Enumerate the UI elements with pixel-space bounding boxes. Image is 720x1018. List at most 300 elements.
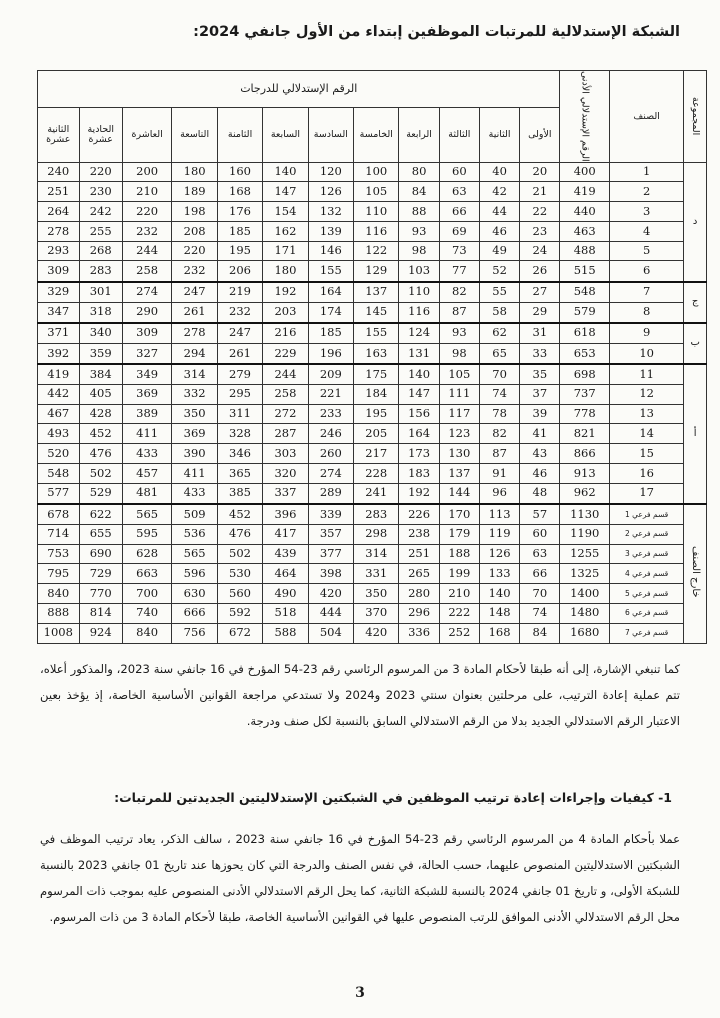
degree-value-cell: 690 — [79, 544, 122, 564]
degree-value-cell: 280 — [399, 584, 439, 604]
degree-value-cell: 96 — [479, 483, 519, 504]
category-cell: 16 — [609, 463, 683, 483]
degree-value-cell: 476 — [217, 524, 262, 544]
degree-value-cell: 265 — [399, 564, 439, 584]
degree-value-cell: 174 — [308, 302, 353, 323]
degree-value-cell: 195 — [217, 241, 262, 261]
table-row — [38, 241, 707, 261]
degree-value-cell: 170 — [439, 504, 479, 525]
degree-value-cell: 490 — [263, 584, 308, 604]
degree-value-cell: 592 — [217, 603, 262, 623]
degree-value-cell: 420 — [354, 623, 399, 643]
degree-value-cell: 70 — [479, 364, 519, 385]
degree-value-cell: 296 — [399, 603, 439, 623]
page-number: 3 — [355, 985, 365, 1001]
degree-value-cell: 398 — [308, 564, 353, 584]
degree-value-cell: 283 — [354, 504, 399, 525]
degree-value-cell: 163 — [354, 343, 399, 364]
degree-value-cell: 337 — [263, 483, 308, 504]
degree-value-cell: 672 — [217, 623, 262, 643]
degree-value-cell: 349 — [122, 364, 172, 385]
degree-value-cell: 164 — [308, 282, 353, 303]
degree-value-cell: 439 — [263, 544, 308, 564]
category-cell: 6 — [609, 261, 683, 282]
category-cell: 10 — [609, 343, 683, 364]
degree-value-cell: 220 — [79, 162, 122, 182]
degree-value-cell: 290 — [122, 302, 172, 323]
degree-value-cell: 419 — [38, 364, 80, 385]
degree-value-cell: 630 — [172, 584, 217, 604]
degree-value-cell: 530 — [217, 564, 262, 584]
degree-value-cell: 577 — [38, 483, 80, 504]
min-index-cell: 866 — [560, 444, 610, 464]
degree-value-cell: 261 — [172, 302, 217, 323]
degree-value-cell: 565 — [122, 504, 172, 525]
header-degree-11: الحادية عشرة — [79, 107, 122, 162]
degree-value-cell: 328 — [217, 424, 262, 444]
header-degrees-title: الرقم الإستدلالي للدرجات — [38, 71, 560, 108]
degree-value-cell: 87 — [439, 302, 479, 323]
degree-value-cell: 258 — [263, 384, 308, 404]
degree-value-cell: 219 — [217, 282, 262, 303]
degree-value-cell: 46 — [520, 463, 560, 483]
degree-value-cell: 340 — [79, 323, 122, 344]
degree-value-cell: 377 — [308, 544, 353, 564]
degree-value-cell: 66 — [439, 202, 479, 222]
degree-value-cell: 452 — [217, 504, 262, 525]
degree-value-cell: 58 — [479, 302, 519, 323]
degree-value-cell: 536 — [172, 524, 217, 544]
min-index-cell: 1680 — [560, 623, 610, 643]
table-row — [38, 623, 707, 643]
degree-value-cell: 628 — [122, 544, 172, 564]
category-cell: قسم فرعي 7 — [609, 623, 683, 643]
degree-value-cell: 74 — [520, 603, 560, 623]
degree-value-cell: 655 — [79, 524, 122, 544]
degree-value-cell: 137 — [354, 282, 399, 303]
degree-value-cell: 221 — [308, 384, 353, 404]
degree-value-cell: 176 — [217, 202, 262, 222]
category-cell: قسم فرعي 5 — [609, 584, 683, 604]
degree-value-cell: 105 — [439, 364, 479, 385]
degree-value-cell: 180 — [172, 162, 217, 182]
degree-value-cell: 137 — [439, 463, 479, 483]
degree-value-cell: 504 — [308, 623, 353, 643]
degree-value-cell: 105 — [354, 182, 399, 202]
degree-value-cell: 274 — [308, 463, 353, 483]
degree-value-cell: 49 — [479, 241, 519, 261]
degree-value-cell: 283 — [79, 261, 122, 282]
min-index-cell: 440 — [560, 202, 610, 222]
degree-value-cell: 132 — [308, 202, 353, 222]
degree-value-cell: 509 — [172, 504, 217, 525]
header-degree-6: السادسة — [308, 107, 353, 162]
min-index-cell: 419 — [560, 182, 610, 202]
table-row — [38, 202, 707, 222]
degree-value-cell: 220 — [172, 241, 217, 261]
header-degree-2: الثانية — [479, 107, 519, 162]
degree-value-cell: 63 — [520, 544, 560, 564]
degree-value-cell: 122 — [354, 241, 399, 261]
degree-value-cell: 385 — [217, 483, 262, 504]
degree-value-cell: 251 — [399, 544, 439, 564]
degree-value-cell: 210 — [439, 584, 479, 604]
degree-value-cell: 20 — [520, 162, 560, 182]
degree-value-cell: 175 — [354, 364, 399, 385]
degree-value-cell: 29 — [520, 302, 560, 323]
degree-value-cell: 110 — [399, 282, 439, 303]
degree-value-cell: 359 — [79, 343, 122, 364]
degree-value-cell: 208 — [172, 221, 217, 241]
degree-value-cell: 357 — [308, 524, 353, 544]
degree-value-cell: 331 — [354, 564, 399, 584]
degree-value-cell: 183 — [399, 463, 439, 483]
degree-value-cell: 529 — [79, 483, 122, 504]
degree-value-cell: 700 — [122, 584, 172, 604]
degree-value-cell: 753 — [38, 544, 80, 564]
degree-value-cell: 232 — [217, 302, 262, 323]
degree-value-cell: 260 — [308, 444, 353, 464]
degree-value-cell: 840 — [38, 584, 80, 604]
header-min-index: الرقم الإستدلالي الأدنى — [560, 71, 610, 163]
category-cell: 4 — [609, 221, 683, 241]
degree-value-cell: 116 — [354, 221, 399, 241]
degree-value-cell: 40 — [479, 162, 519, 182]
category-cell: 1 — [609, 162, 683, 182]
degree-value-cell: 140 — [479, 584, 519, 604]
degree-value-cell: 189 — [172, 182, 217, 202]
degree-value-cell: 481 — [122, 483, 172, 504]
category-cell: قسم فرعي 1 — [609, 504, 683, 525]
degree-value-cell: 457 — [122, 463, 172, 483]
degree-value-cell: 91 — [479, 463, 519, 483]
degree-value-cell: 173 — [399, 444, 439, 464]
degree-value-cell: 595 — [122, 524, 172, 544]
degree-value-cell: 247 — [217, 323, 262, 344]
degree-value-cell: 411 — [122, 424, 172, 444]
degree-value-cell: 146 — [308, 241, 353, 261]
min-index-cell: 1255 — [560, 544, 610, 564]
degree-value-cell: 258 — [122, 261, 172, 282]
degree-value-cell: 82 — [439, 282, 479, 303]
degree-value-cell: 44 — [479, 202, 519, 222]
degree-value-cell: 199 — [439, 564, 479, 584]
degree-value-cell: 42 — [479, 182, 519, 202]
degree-value-cell: 433 — [172, 483, 217, 504]
min-index-cell: 1190 — [560, 524, 610, 544]
degree-value-cell: 155 — [354, 323, 399, 344]
degree-value-cell: 70 — [520, 584, 560, 604]
degree-value-cell: 663 — [122, 564, 172, 584]
degree-value-cell: 43 — [520, 444, 560, 464]
degree-value-cell: 433 — [122, 444, 172, 464]
degree-value-cell: 287 — [263, 424, 308, 444]
table-row — [38, 182, 707, 202]
degree-value-cell: 120 — [308, 162, 353, 182]
degree-value-cell: 198 — [172, 202, 217, 222]
degree-value-cell: 124 — [399, 323, 439, 344]
degree-value-cell: 560 — [217, 584, 262, 604]
degree-value-cell: 350 — [172, 404, 217, 424]
group-label — [684, 162, 707, 281]
degree-value-cell: 168 — [217, 182, 262, 202]
degree-value-cell: 116 — [399, 302, 439, 323]
degree-value-cell: 370 — [354, 603, 399, 623]
group-label — [684, 364, 707, 504]
table-row — [38, 162, 707, 182]
degree-value-cell: 226 — [399, 504, 439, 525]
degree-value-cell: 295 — [217, 384, 262, 404]
degree-value-cell: 126 — [308, 182, 353, 202]
header-degree-3: الثالثة — [439, 107, 479, 162]
degree-value-cell: 251 — [38, 182, 80, 202]
degree-value-cell: 232 — [122, 221, 172, 241]
table-row — [38, 323, 707, 344]
degree-value-cell: 396 — [263, 504, 308, 525]
group-label-text: خارج الصنف — [690, 546, 702, 598]
degree-value-cell: 192 — [263, 282, 308, 303]
degree-value-cell: 113 — [479, 504, 519, 525]
degree-value-cell: 252 — [439, 623, 479, 643]
degree-value-cell: 240 — [38, 162, 80, 182]
degree-value-cell: 52 — [479, 261, 519, 282]
category-cell: قسم فرعي 3 — [609, 544, 683, 564]
degree-value-cell: 129 — [354, 261, 399, 282]
degree-value-cell: 168 — [479, 623, 519, 643]
degree-value-cell: 220 — [122, 202, 172, 222]
degree-value-cell: 365 — [217, 463, 262, 483]
min-index-cell: 962 — [560, 483, 610, 504]
degree-value-cell: 37 — [520, 384, 560, 404]
degree-value-cell: 48 — [520, 483, 560, 504]
degree-value-cell: 405 — [79, 384, 122, 404]
degree-value-cell: 46 — [479, 221, 519, 241]
category-cell: 7 — [609, 282, 683, 303]
group-label-text: ب — [690, 337, 700, 349]
degree-value-cell: 244 — [122, 241, 172, 261]
degree-value-cell: 78 — [479, 404, 519, 424]
degree-value-cell: 188 — [439, 544, 479, 564]
degree-value-cell: 98 — [439, 343, 479, 364]
min-index-cell: 1325 — [560, 564, 610, 584]
category-cell: 11 — [609, 364, 683, 385]
degree-value-cell: 327 — [122, 343, 172, 364]
degree-value-cell: 303 — [263, 444, 308, 464]
category-cell: 12 — [609, 384, 683, 404]
degree-value-cell: 27 — [520, 282, 560, 303]
degree-value-cell: 100 — [354, 162, 399, 182]
table-row — [38, 524, 707, 544]
degree-value-cell: 622 — [79, 504, 122, 525]
degree-value-cell: 206 — [217, 261, 262, 282]
degree-value-cell: 740 — [122, 603, 172, 623]
degree-value-cell: 320 — [263, 463, 308, 483]
degree-value-cell: 55 — [479, 282, 519, 303]
degree-value-cell: 347 — [38, 302, 80, 323]
degree-value-cell: 93 — [399, 221, 439, 241]
degree-value-cell: 444 — [308, 603, 353, 623]
degree-value-cell: 23 — [520, 221, 560, 241]
degree-value-cell: 110 — [354, 202, 399, 222]
degree-value-cell: 384 — [79, 364, 122, 385]
paragraph-staged-reclassification — [40, 656, 680, 734]
header-category: الصنف — [609, 71, 683, 163]
degree-value-cell: 336 — [399, 623, 439, 643]
degree-value-cell: 60 — [520, 524, 560, 544]
degree-value-cell: 24 — [520, 241, 560, 261]
degree-value-cell: 21 — [520, 182, 560, 202]
paragraph-1-text: كما تنبغي الإشارة، إلى أنه طبقا لأحكام المادة 3 من المرسوم الرئاسي رقم 23-54 المؤرخ في 16 جانفي سنة 2023، والمذكور أعلاه، تتم عملية إعادة الترتيب، على مرحلتين بعنوان سنتي 2023 و2024 ولا تستدعي مراجعة القوانين الأساسية الخاصة، إذ يؤخذ بعين الاعتبار الرقم الاستدلالي الجديد بدلا من الرقم الاستدلالي السابق بالنسبة لكل صنف ودرجة. — [40, 662, 681, 728]
degree-value-cell: 246 — [308, 424, 353, 444]
table-row — [38, 404, 707, 424]
min-index-cell: 653 — [560, 343, 610, 364]
degree-value-cell: 184 — [354, 384, 399, 404]
degree-value-cell: 272 — [263, 404, 308, 424]
degree-value-cell: 493 — [38, 424, 80, 444]
degree-value-cell: 417 — [263, 524, 308, 544]
degree-value-cell: 103 — [399, 261, 439, 282]
degree-value-cell: 729 — [79, 564, 122, 584]
table-row — [38, 483, 707, 504]
min-index-cell: 463 — [560, 221, 610, 241]
degree-value-cell: 148 — [479, 603, 519, 623]
degree-value-cell: 467 — [38, 404, 80, 424]
degree-value-cell: 164 — [399, 424, 439, 444]
degree-value-cell: 420 — [308, 584, 353, 604]
degree-value-cell: 82 — [479, 424, 519, 444]
paragraph-reclassification-procedure — [40, 826, 680, 930]
table-row — [38, 584, 707, 604]
degree-value-cell: 278 — [172, 323, 217, 344]
group-label-text: ج — [691, 296, 699, 308]
min-index-cell: 1480 — [560, 603, 610, 623]
table-row — [38, 261, 707, 282]
degree-value-cell: 131 — [399, 343, 439, 364]
degree-value-cell: 60 — [439, 162, 479, 182]
group-label — [684, 323, 707, 364]
degree-value-cell: 392 — [38, 343, 80, 364]
degree-value-cell: 26 — [520, 261, 560, 282]
table-row — [38, 444, 707, 464]
degree-value-cell: 255 — [79, 221, 122, 241]
min-index-cell: 515 — [560, 261, 610, 282]
degree-value-cell: 144 — [439, 483, 479, 504]
degree-value-cell: 301 — [79, 282, 122, 303]
degree-value-cell: 389 — [122, 404, 172, 424]
degree-value-cell: 22 — [520, 202, 560, 222]
degree-value-cell: 140 — [399, 364, 439, 385]
category-cell: 3 — [609, 202, 683, 222]
header-degree-1: الأولى — [520, 107, 560, 162]
degree-value-cell: 200 — [122, 162, 172, 182]
degree-value-cell: 147 — [399, 384, 439, 404]
degree-value-cell: 241 — [354, 483, 399, 504]
degree-value-cell: 84 — [520, 623, 560, 643]
degree-value-cell: 442 — [38, 384, 80, 404]
group-label — [684, 282, 707, 323]
degree-value-cell: 264 — [38, 202, 80, 222]
degree-value-cell: 795 — [38, 564, 80, 584]
degree-value-cell: 332 — [172, 384, 217, 404]
degree-value-cell: 309 — [122, 323, 172, 344]
degree-value-cell: 350 — [354, 584, 399, 604]
category-cell: قسم فرعي 6 — [609, 603, 683, 623]
degree-value-cell: 133 — [479, 564, 519, 584]
min-index-cell: 698 — [560, 364, 610, 385]
degree-value-cell: 162 — [263, 221, 308, 241]
category-cell: قسم فرعي 4 — [609, 564, 683, 584]
degree-value-cell: 232 — [172, 261, 217, 282]
min-index-cell: 1400 — [560, 584, 610, 604]
degree-value-cell: 756 — [172, 623, 217, 643]
table-row — [38, 384, 707, 404]
degree-value-cell: 230 — [79, 182, 122, 202]
degree-value-cell: 192 — [399, 483, 439, 504]
degree-value-cell: 210 — [122, 182, 172, 202]
degree-value-cell: 216 — [263, 323, 308, 344]
degree-value-cell: 309 — [38, 261, 80, 282]
degree-value-cell: 111 — [439, 384, 479, 404]
min-index-cell: 913 — [560, 463, 610, 483]
degree-value-cell: 209 — [308, 364, 353, 385]
degree-value-cell: 452 — [79, 424, 122, 444]
category-cell: 17 — [609, 483, 683, 504]
degree-value-cell: 179 — [439, 524, 479, 544]
degree-value-cell: 314 — [172, 364, 217, 385]
degree-value-cell: 247 — [172, 282, 217, 303]
degree-value-cell: 369 — [122, 384, 172, 404]
min-index-cell: 618 — [560, 323, 610, 344]
table-row — [38, 221, 707, 241]
header-degree-4: الرابعة — [399, 107, 439, 162]
degree-value-cell: 318 — [79, 302, 122, 323]
degree-value-cell: 924 — [79, 623, 122, 643]
min-index-cell: 548 — [560, 282, 610, 303]
degree-value-cell: 311 — [217, 404, 262, 424]
degree-value-cell: 428 — [79, 404, 122, 424]
degree-value-cell: 548 — [38, 463, 80, 483]
degree-value-cell: 39 — [520, 404, 560, 424]
degree-value-cell: 126 — [479, 544, 519, 564]
degree-value-cell: 371 — [38, 323, 80, 344]
degree-value-cell: 279 — [217, 364, 262, 385]
degree-value-cell: 88 — [399, 202, 439, 222]
degree-value-cell: 66 — [520, 564, 560, 584]
degree-value-cell: 84 — [399, 182, 439, 202]
table-row — [38, 364, 707, 385]
degree-value-cell: 814 — [79, 603, 122, 623]
degree-value-cell: 145 — [354, 302, 399, 323]
category-cell: 13 — [609, 404, 683, 424]
degree-value-cell: 139 — [308, 221, 353, 241]
degree-value-cell: 888 — [38, 603, 80, 623]
table-row — [38, 603, 707, 623]
category-cell: 8 — [609, 302, 683, 323]
degree-value-cell: 117 — [439, 404, 479, 424]
min-index-cell: 1130 — [560, 504, 610, 525]
table-row — [38, 463, 707, 483]
degree-value-cell: 369 — [172, 424, 217, 444]
degree-value-cell: 770 — [79, 584, 122, 604]
category-cell: 5 — [609, 241, 683, 261]
degree-value-cell: 229 — [263, 343, 308, 364]
degree-value-cell: 314 — [354, 544, 399, 564]
degree-value-cell: 217 — [354, 444, 399, 464]
degree-value-cell: 195 — [354, 404, 399, 424]
degree-value-cell: 130 — [439, 444, 479, 464]
degree-value-cell: 63 — [439, 182, 479, 202]
salary-index-table — [37, 70, 707, 644]
